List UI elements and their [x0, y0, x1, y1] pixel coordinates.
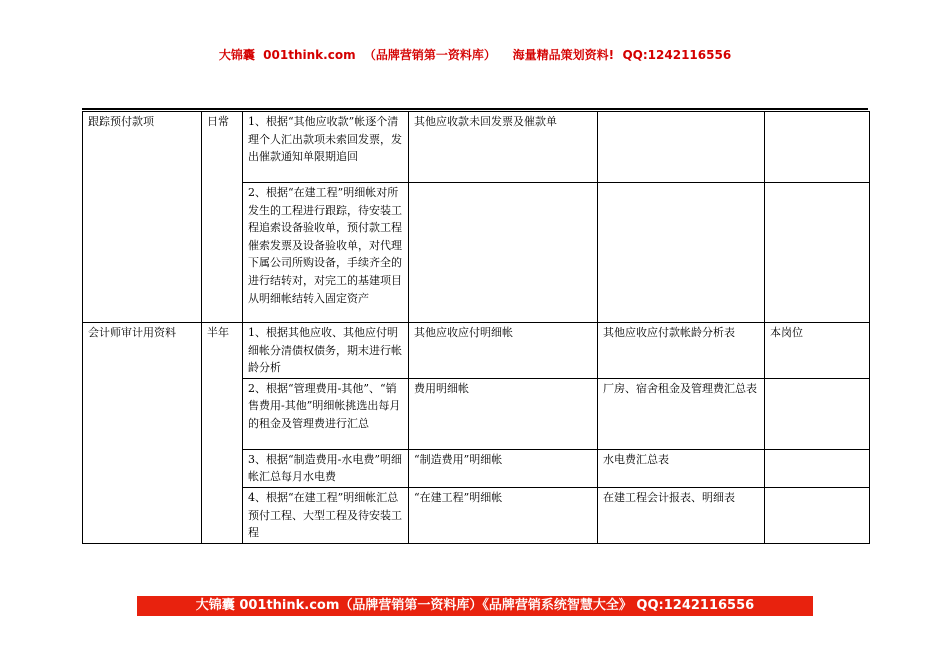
owner-cell [765, 183, 870, 323]
source-document-cell: 费用明细帐 [409, 378, 598, 449]
item-cell: 跟踪预付款项 [83, 112, 202, 323]
output-report-cell: 厂房、宿舍租金及管理费汇总表 [598, 378, 765, 449]
output-report-cell [598, 112, 765, 183]
step-description-cell: 2、根据“管理费用-其他”、“销售费用-其他”明细帐挑选出每月的租金及管理费进行汇总 [243, 378, 409, 449]
source-document-cell [409, 183, 598, 323]
owner-cell [765, 487, 870, 543]
step-description-cell: 4、根据“在建工程”明细帐汇总预付工程、大型工程及待安装工程 [243, 487, 409, 543]
frequency-cell: 半年 [202, 323, 243, 544]
output-report-cell: 水电费汇总表 [598, 449, 765, 487]
step-description-cell: 1、根据“其他应收款”帐逐个清理个人汇出款项未索回发票，发出催款通知单限期追回 [243, 112, 409, 183]
source-document-cell: 其他应收应付明细帐 [409, 323, 598, 379]
header-rule-thick [82, 108, 868, 110]
source-document-cell: “制造费用”明细帐 [409, 449, 598, 487]
frequency-cell: 日常 [202, 112, 243, 323]
owner-cell: 本岗位 [765, 323, 870, 379]
table-row [83, 323, 870, 379]
owner-cell [765, 449, 870, 487]
procedure-table [82, 111, 870, 544]
source-document-cell: “在建工程”明细帐 [409, 487, 598, 543]
owner-cell [765, 112, 870, 183]
step-description-cell: 3、根据“制造费用-水电费”明细帐汇总每月水电费 [243, 449, 409, 487]
output-report-cell: 在建工程会计报表、明细表 [598, 487, 765, 543]
output-report-cell [598, 183, 765, 323]
item-cell: 会计师审计用资料 [83, 323, 202, 544]
step-description-cell: 1、根据其他应收、其他应付明细帐分清债权债务，期末进行帐龄分析 [243, 323, 409, 379]
source-document-cell: 其他应收款未回发票及催款单 [409, 112, 598, 183]
owner-cell [765, 378, 870, 449]
page-header-banner: 大锦囊 001think.com （品牌营销第一资料库） 海量精品策划资料! QQ:1242116556 [218, 48, 732, 62]
output-report-cell: 其他应收应付款帐龄分析表 [598, 323, 765, 379]
table-row [83, 112, 870, 183]
step-description-cell: 2、根据“在建工程”明细帐对所发生的工程进行跟踪，待安装工程追索设备验收单，预付款工程催索发票及设备验收单，对代理下属公司所购设备，手续齐全的进行结转对，对完工的基建项目从明细帐结转入固定资产 [243, 183, 409, 323]
page-footer-banner: 大锦囊 001think.com（品牌营销第一资料库）《品牌营销系统智慧大全》 QQ:1242116556 [137, 596, 813, 616]
